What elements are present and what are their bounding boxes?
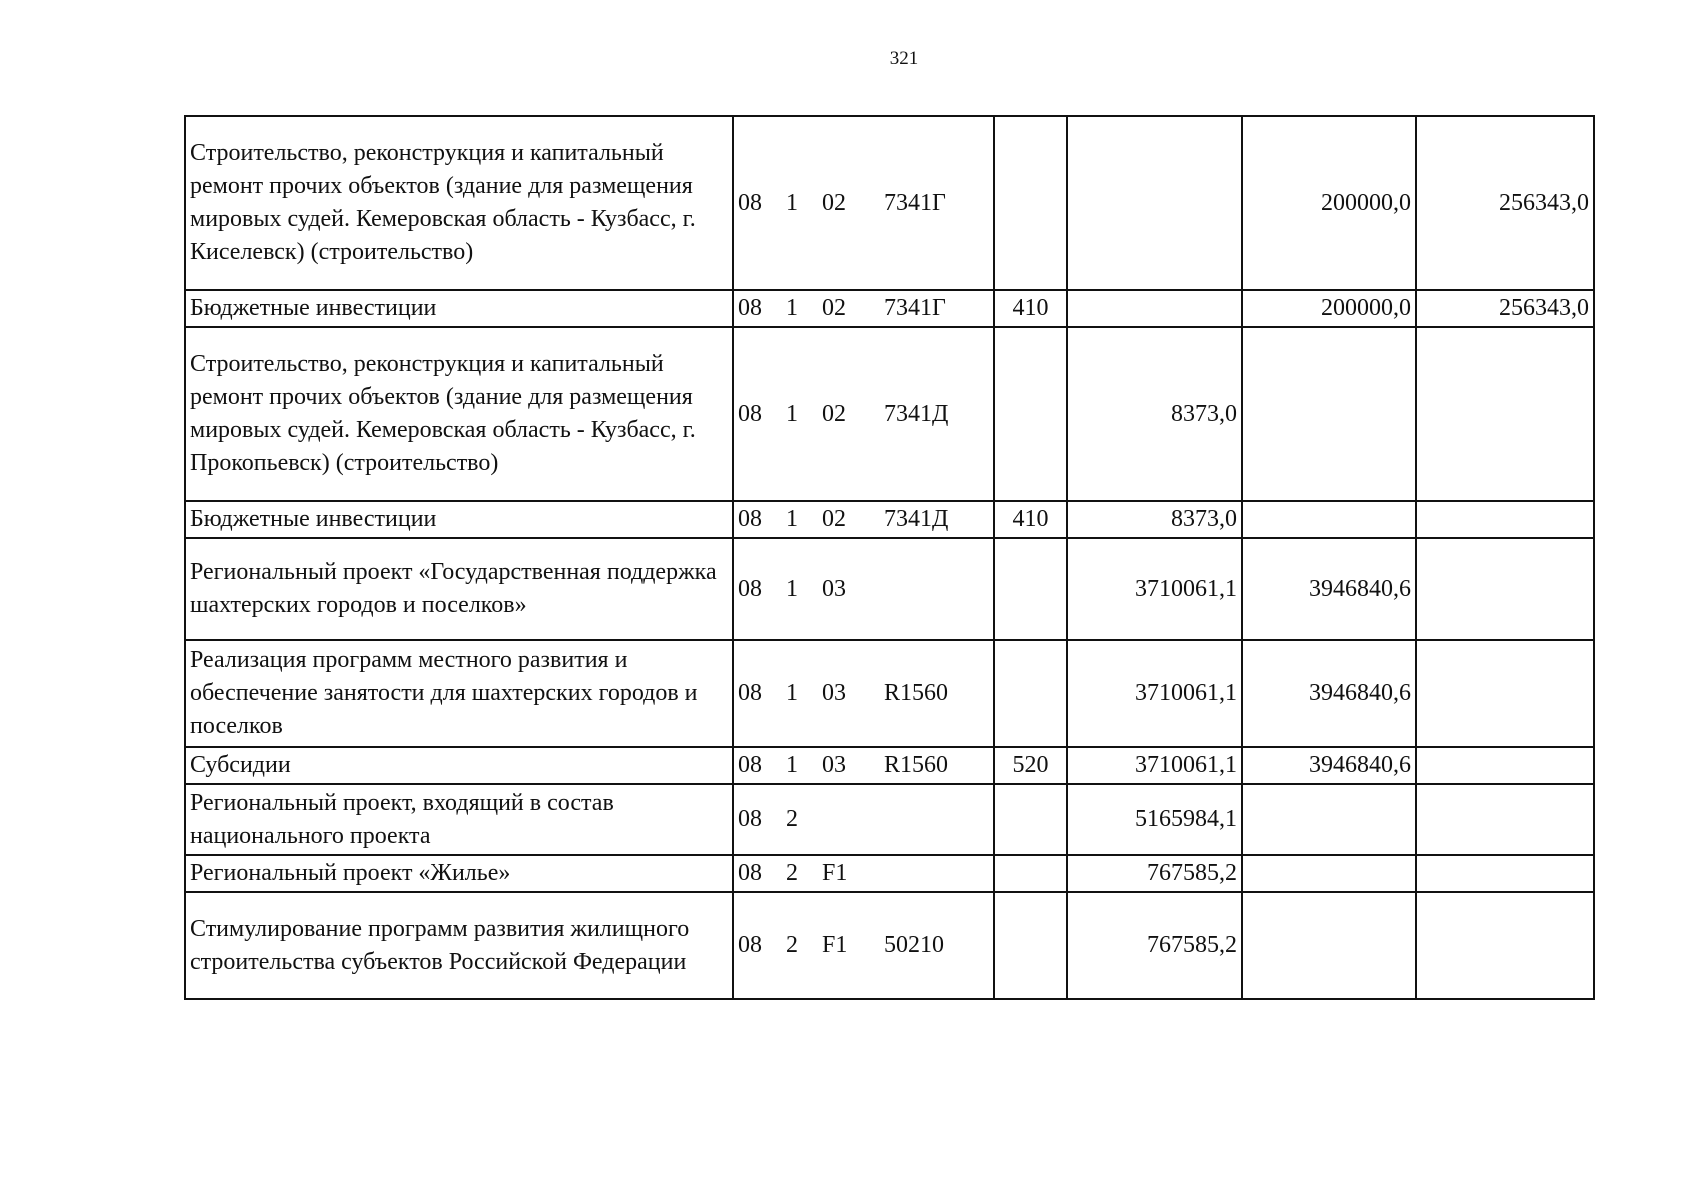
group-code: F1 [822,860,848,886]
row-name: Строительство, реконструкция и капитальный ремонт прочих объектов (здание для размещения мировых судей. Кемеровская область - Кузбасс, г. Киселевск) (строительство) [185,116,733,290]
article-code: 50210 [884,932,944,958]
table-row [185,892,1594,999]
group-code: 02 [822,189,846,216]
row-name: Реализация программ местного развития и обеспечение занятости для шахтерских городов и поселков [185,640,733,747]
target-article-code [733,892,994,999]
amount-year3 [1416,892,1594,999]
amount-year3 [1416,501,1594,538]
amount-year1: 8373,0 [1067,327,1242,501]
subprogram-code: 1 [786,189,798,216]
amount-year3 [1416,640,1594,747]
target-article-code [733,327,994,501]
budget-table [184,115,1595,1000]
group-code: 03 [822,752,846,778]
amount-year3 [1416,855,1594,892]
section-code: 08 [738,860,762,886]
amount-year3 [1416,327,1594,501]
table-row [185,327,1594,501]
target-article-code [733,855,994,892]
amount-year1: 3710061,1 [1067,538,1242,640]
row-name: Субсидии [185,747,733,784]
amount-year1: 8373,0 [1067,501,1242,538]
subprogram-code: 2 [786,806,798,832]
target-article-code [733,501,994,538]
expense-type [994,327,1067,501]
article-code: 7341Д [884,506,949,532]
article-code: 7341Д [884,400,949,427]
amount-year1: 5165984,1 [1067,784,1242,855]
target-article-code [733,640,994,747]
subprogram-code: 1 [786,752,798,778]
amount-year2 [1242,855,1416,892]
row-name: Строительство, реконструкция и капитальный ремонт прочих объектов (здание для размещения мировых судей. Кемеровская область - Кузбасс, г. Прокопьевск) (строительство) [185,327,733,501]
amount-year1 [1067,116,1242,290]
expense-type [994,640,1067,747]
section-code: 08 [738,575,762,602]
amount-year1: 3710061,1 [1067,747,1242,784]
amount-year1: 767585,2 [1067,855,1242,892]
target-article-code [733,538,994,640]
section-code: 08 [738,295,762,321]
expense-type [994,538,1067,640]
group-code: 02 [822,506,846,532]
amount-year2: 200000,0 [1242,290,1416,327]
expense-type [994,855,1067,892]
table-row [185,538,1594,640]
subprogram-code: 2 [786,860,798,886]
section-code: 08 [738,189,762,216]
expense-type: 520 [994,747,1067,784]
section-code: 08 [738,680,762,706]
section-code: 08 [738,400,762,427]
subprogram-code: 1 [786,400,798,427]
amount-year2 [1242,892,1416,999]
expense-type [994,892,1067,999]
section-code: 08 [738,932,762,958]
table-row [185,784,1594,855]
article-code: R1560 [884,752,949,778]
amount-year2: 200000,0 [1242,116,1416,290]
row-name: Бюджетные инвестиции [185,290,733,327]
article-code: 7341Г [884,189,946,216]
subprogram-code: 1 [786,506,798,532]
table-row [185,640,1594,747]
section-code: 08 [738,752,762,778]
expense-type: 410 [994,290,1067,327]
row-name: Региональный проект «Государственная поддержка шахтерских городов и поселков» [185,538,733,640]
target-article-code [733,116,994,290]
amount-year2 [1242,327,1416,501]
section-code: 08 [738,806,762,832]
amount-year3: 256343,0 [1416,116,1594,290]
amount-year2: 3946840,6 [1242,538,1416,640]
amount-year2: 3946840,6 [1242,747,1416,784]
amount-year3 [1416,784,1594,855]
subprogram-code: 1 [786,575,798,602]
row-name: Региональный проект, входящий в состав национального проекта [185,784,733,855]
table-row [185,747,1594,784]
article-code: 7341Г [884,295,946,321]
group-code: F1 [822,932,848,958]
amount-year2: 3946840,6 [1242,640,1416,747]
amount-year2 [1242,501,1416,538]
subprogram-code: 1 [786,680,798,706]
row-name: Региональный проект «Жилье» [185,855,733,892]
row-name: Бюджетные инвестиции [185,501,733,538]
amount-year1 [1067,290,1242,327]
group-code: 02 [822,400,846,427]
amount-year2 [1242,784,1416,855]
amount-year1: 3710061,1 [1067,640,1242,747]
table-row [185,501,1594,538]
group-code: 03 [822,680,846,706]
amount-year3 [1416,538,1594,640]
amount-year3 [1416,747,1594,784]
subprogram-code: 1 [786,295,798,321]
subprogram-code: 2 [786,932,798,958]
table-row [185,116,1594,290]
target-article-code [733,784,994,855]
section-code: 08 [738,506,762,532]
expense-type: 410 [994,501,1067,538]
expense-type [994,116,1067,290]
target-article-code [733,290,994,327]
group-code: 02 [822,295,846,321]
target-article-code [733,747,994,784]
page-number: 321 [889,48,919,69]
expense-type [994,784,1067,855]
amount-year1: 767585,2 [1067,892,1242,999]
article-code: R1560 [884,680,949,706]
table-row [185,855,1594,892]
group-code: 03 [822,575,846,602]
row-name: Стимулирование программ развития жилищного строительства субъектов Российской Федерации [185,892,733,999]
table-row [185,290,1594,327]
amount-year3: 256343,0 [1416,290,1594,327]
